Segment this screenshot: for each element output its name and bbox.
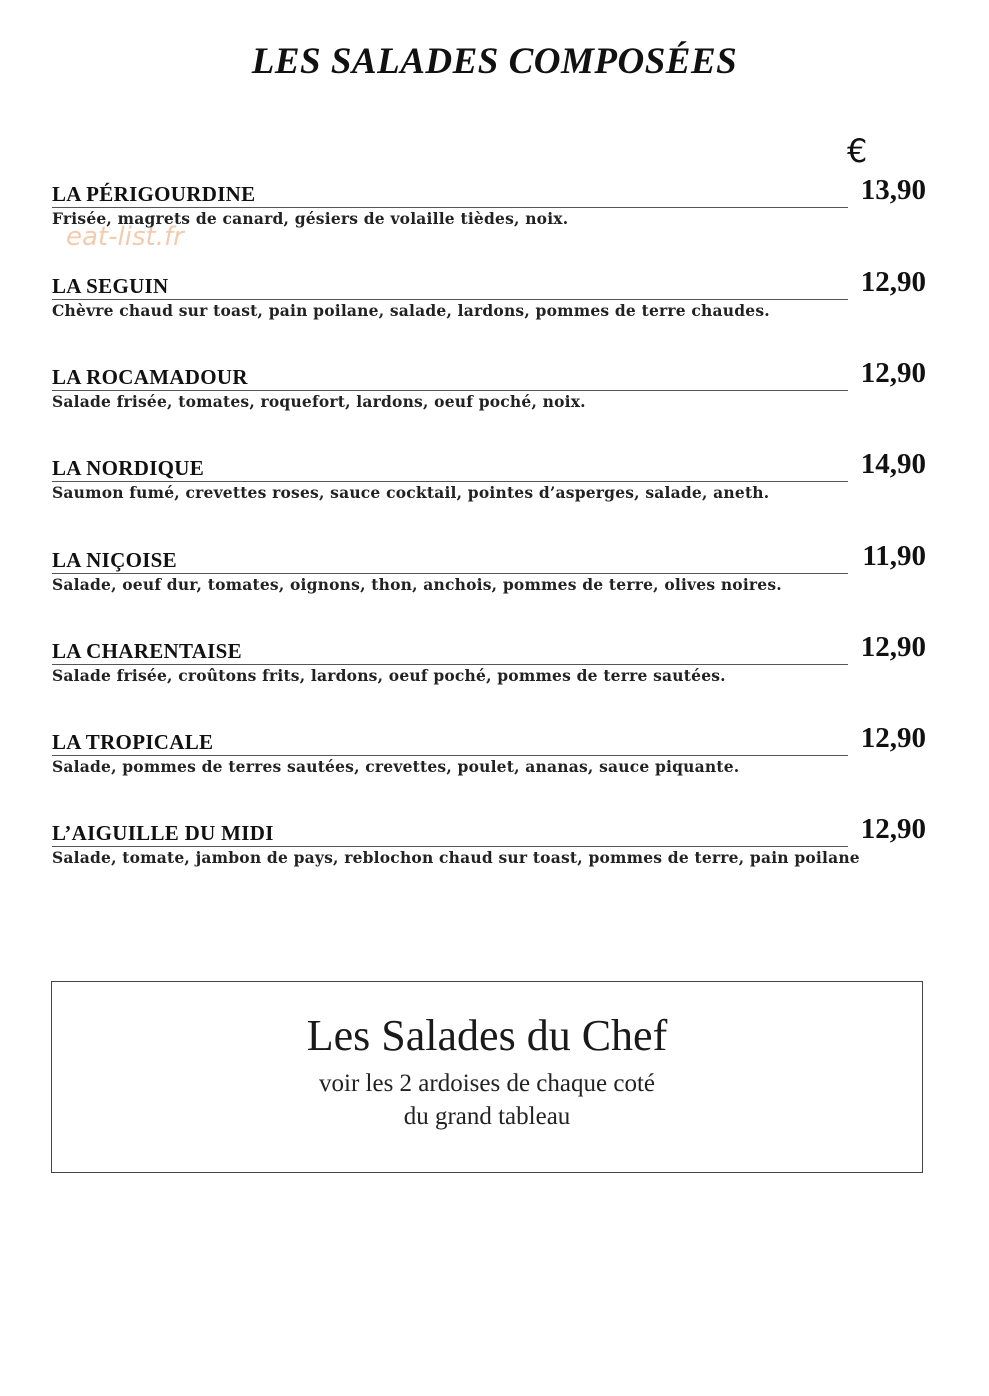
menu-item-divider: [52, 664, 848, 665]
menu-item: [52, 540, 932, 608]
menu-item-price: 12,90: [860, 266, 926, 298]
menu-item: [52, 266, 932, 334]
chef-salads-box: [51, 981, 923, 1173]
menu-item-name: L’AIGUILLE DU MIDI: [52, 821, 274, 845]
menu-item-price: 12,90: [860, 722, 926, 754]
menu-item-divider: [52, 299, 848, 300]
menu-item-divider: [52, 390, 848, 391]
menu-item-price: 13,90: [860, 174, 926, 206]
currency-symbol: €: [847, 132, 868, 170]
menu-item: [52, 448, 932, 516]
menu-item-description: Salade, oeuf dur, tomates, oignons, thon, anchois, pommes de terre, olives noires.: [52, 575, 782, 594]
menu-item-price: 12,90: [860, 813, 926, 845]
menu-item-description: Salade frisée, tomates, roquefort, lardons, oeuf poché, noix.: [52, 392, 586, 411]
menu-item: [52, 631, 932, 699]
menu-item-description: Chèvre chaud sur toast, pain poilane, salade, lardons, pommes de terre chaudes.: [52, 301, 770, 320]
menu-item: [52, 722, 932, 790]
menu-item-divider: [52, 481, 848, 482]
menu-item-divider: [52, 573, 848, 574]
menu-item-price: 12,90: [860, 631, 926, 663]
menu-item: [52, 357, 932, 425]
chef-salads-note-line-2: du grand tableau: [403, 1103, 571, 1130]
menu-item-name: LA TROPICALE: [52, 730, 214, 754]
menu-item-description: Salade frisée, croûtons frits, lardons, oeuf poché, pommes de terre sautées.: [52, 666, 726, 685]
menu-item-price: 11,90: [862, 540, 926, 572]
menu-item-name: LA SEGUIN: [52, 274, 169, 298]
menu-item-description: Frisée, magrets de canard, gésiers de volaille tièdes, noix.: [52, 209, 569, 228]
menu-item-description: Salade, tomate, jambon de pays, reblochon chaud sur toast, pommes de terre, pain poilane: [52, 848, 860, 867]
menu-item-divider: [52, 755, 848, 756]
menu-item-name: LA NORDIQUE: [52, 456, 205, 480]
menu-item: [52, 174, 932, 242]
menu-item-price: 14,90: [860, 448, 926, 480]
menu-item-name: LA CHARENTAISE: [52, 639, 242, 663]
menu-item-price: 12,90: [860, 357, 926, 389]
watermark: eat-list.fr: [66, 222, 184, 252]
menu-item-description: Saumon fumé, crevettes roses, sauce cocktail, pointes d’asperges, salade, aneth.: [52, 483, 770, 502]
chef-salads-note-line-1: voir les 2 ardoises de chaque coté: [319, 1070, 655, 1097]
menu-item-name: LA NIÇOISE: [52, 548, 177, 572]
chef-salads-title: Les Salades du Chef: [306, 1011, 668, 1060]
page-title: LES SALADES COMPOSÉES: [251, 41, 738, 82]
menu-item: [52, 813, 932, 881]
menu-item-name: LA PÉRIGOURDINE: [52, 182, 256, 206]
menu-item-divider: [52, 846, 848, 847]
menu-item-name: LA ROCAMADOUR: [52, 365, 248, 389]
menu-item-divider: [52, 207, 848, 208]
menu-item-description: Salade, pommes de terres sautées, crevettes, poulet, ananas, sauce piquante.: [52, 757, 740, 776]
